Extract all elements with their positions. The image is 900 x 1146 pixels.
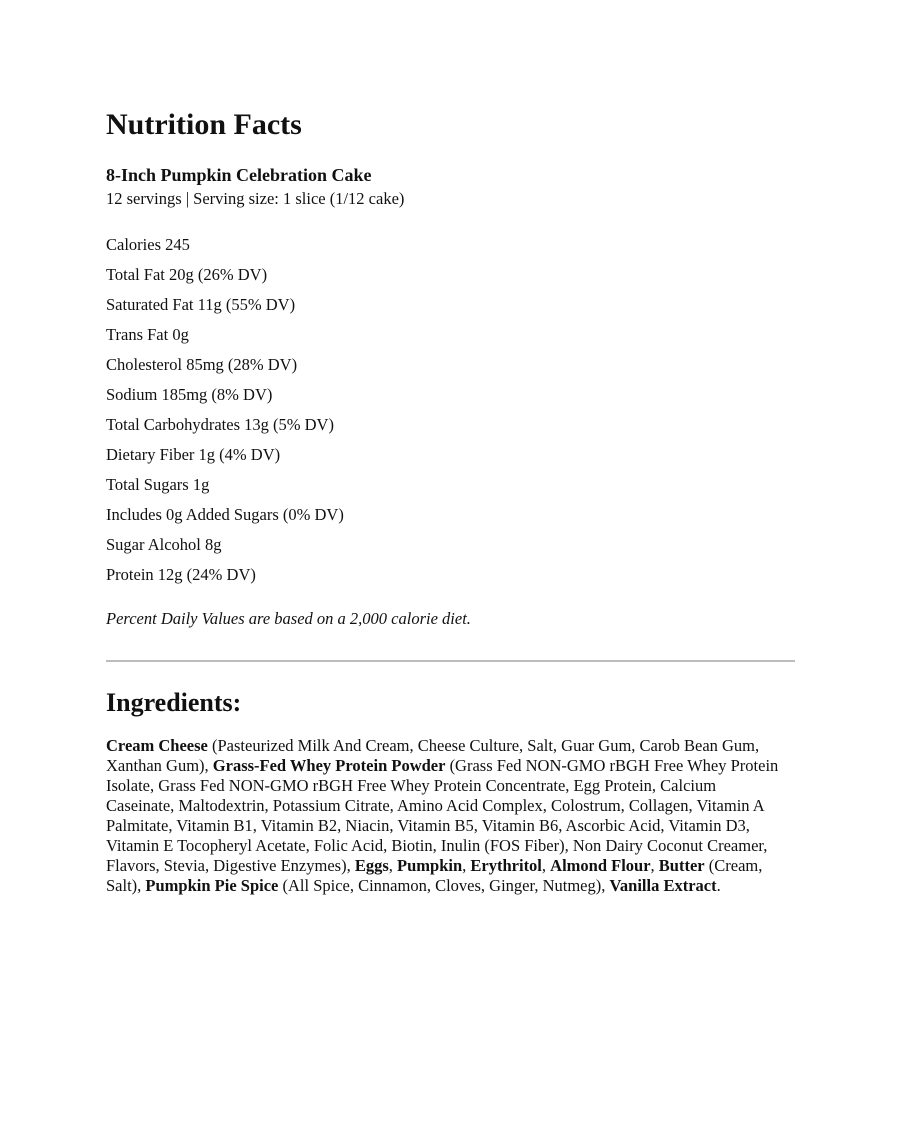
nutrient-list: [106, 230, 796, 590]
nutrient-row: Sodium 185mg (8% DV): [106, 385, 273, 404]
ingredient-detail: (Cream, Salt),: [106, 856, 763, 895]
nutrient-row: Dietary Fiber 1g (4% DV): [106, 445, 281, 464]
ingredient-name: Cream Cheese: [106, 736, 208, 755]
ingredient-detail: ,: [462, 856, 471, 875]
nutrient-row: Total Fat 20g (26% DV): [106, 265, 268, 284]
nutrient-row: Protein 12g (24% DV): [106, 565, 256, 584]
ingredient-name: Eggs: [354, 856, 389, 875]
nutrient-row: Sugar Alcohol 8g: [106, 535, 222, 554]
ingredient-name: Vanilla Extract: [609, 876, 717, 895]
document-page: [106, 106, 796, 896]
nutrient-row: Trans Fat 0g: [106, 325, 189, 344]
ingredient-detail: ,: [650, 856, 659, 875]
ingredient-detail: (All Spice, Cinnamon, Cloves, Ginger, Nutmeg),: [278, 876, 610, 895]
section-divider: [106, 660, 795, 662]
ingredient-name: Pumpkin: [397, 856, 463, 875]
ingredient-detail: ,: [388, 856, 398, 875]
ingredient-detail: ,: [541, 856, 551, 875]
page-title: Nutrition Facts: [106, 108, 302, 141]
nutrient-row: Total Sugars 1g: [106, 475, 210, 494]
daily-value-note: Percent Daily Values are based on a 2,000 calorie diet.: [106, 609, 471, 628]
nutrient-row: Total Carbohydrates 13g (5% DV): [106, 415, 334, 434]
ingredient-detail: .: [716, 876, 721, 895]
servings-line: 12 servings | Serving size: 1 slice (1/12 cake): [106, 189, 405, 208]
nutrient-row: Includes 0g Added Sugars (0% DV): [106, 505, 344, 524]
ingredient-detail: (Grass Fed NON-GMO rBGH Free Whey Protein Isolate, Grass Fed NON-GMO rBGH Free Whey Protein Concentrate, Egg Protein, Calcium Caseinate, Maltodextrin, Potassium Citrate, Amino Acid Complex, Colostrum, Collagen, Vitamin A Palmitate, Vitamin B1, Vitamin B2, Niacin, Vitamin B5, Vitamin B6, Ascorbic Acid, Vitamin D3, Vitamin E Tocopheryl Acetate, Folic Acid, Biotin, Inulin (FOS Fiber), Non Dairy Coconut Creamer, Flavors, Stevia, Digestive Enzymes),: [106, 756, 779, 875]
nutrient-row: Cholesterol 85mg (28% DV): [106, 355, 298, 374]
ingredient-name: Pumpkin Pie Spice: [145, 876, 279, 895]
product-name: 8-Inch Pumpkin Celebration Cake: [106, 165, 372, 185]
ingredients-heading: Ingredients:: [106, 688, 242, 717]
nutrient-row: Saturated Fat 11g (55% DV): [106, 295, 296, 314]
ingredients-text: [106, 736, 786, 896]
ingredient-detail: (Pasteurized Milk And Cream, Cheese Culture, Salt, Guar Gum, Carob Bean Gum, Xanthan Gum),: [106, 736, 760, 775]
ingredient-name: Grass-Fed Whey Protein Powder: [212, 756, 446, 775]
ingredient-name: Erythritol: [470, 856, 542, 875]
ingredient-name: Butter: [658, 856, 705, 875]
nutrient-row: Calories 245: [106, 235, 190, 254]
ingredient-name: Almond Flour: [550, 856, 651, 875]
